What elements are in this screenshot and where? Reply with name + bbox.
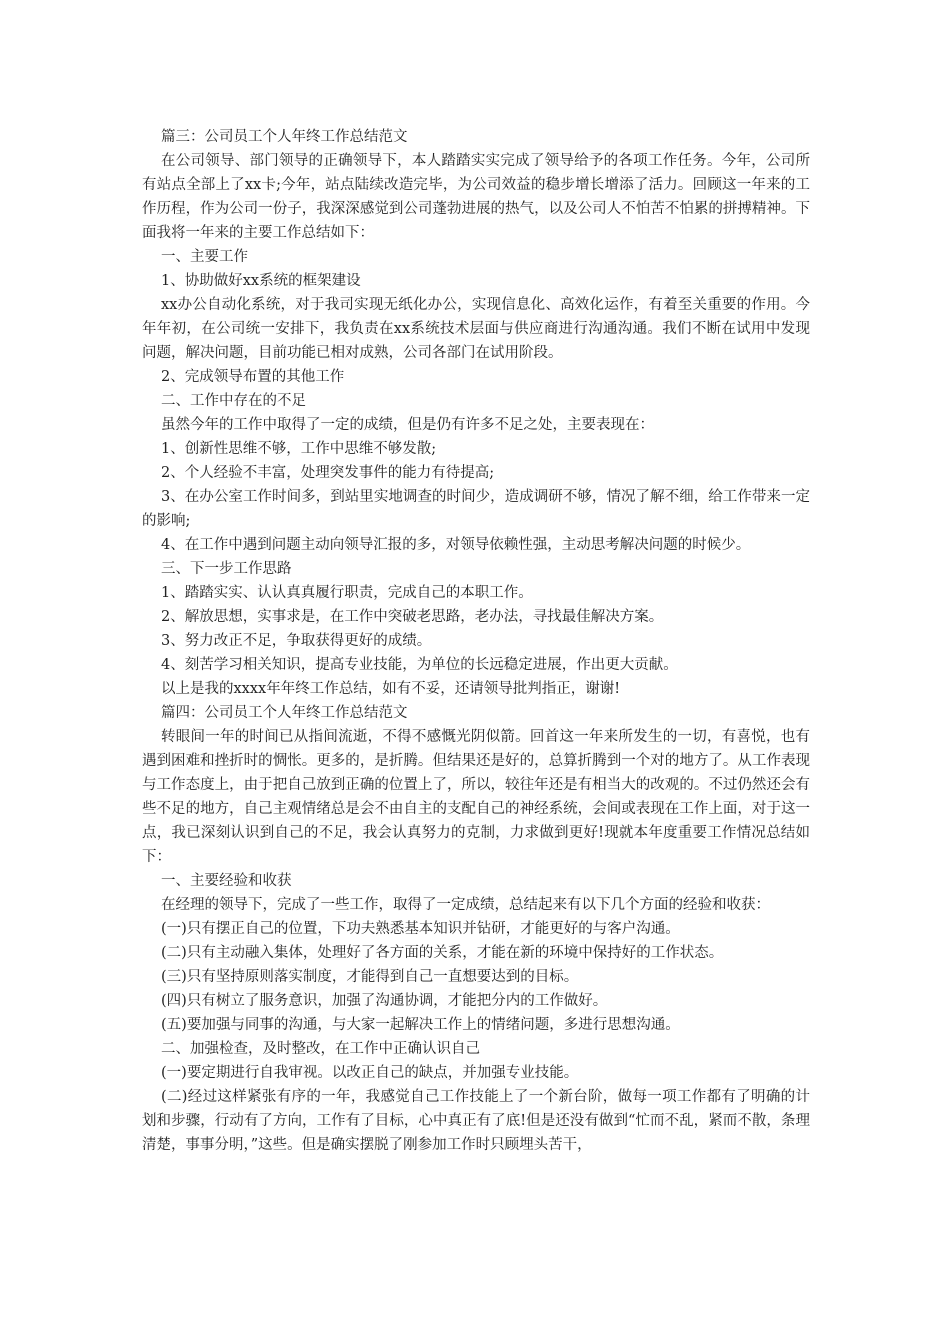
document-paragraph: (三)只有坚持原则落实制度，才能得到自己一直想要达到的目标。 — [161, 969, 579, 985]
document-paragraph: xx办公自动化系统，对于我司实现无纸化办公，实现信息化、高效化运作，有着至关重要的作用。今年年初，在公司统一安排下，我负责在xx系统技术层面与供应商进行沟通沟通。我们不断在试用中发现问题，解决问题，目前功能已相对成熟，公司各部门在试用阶段。 — [142, 297, 810, 361]
document-paragraph: 篇三：公司员工个人年终工作总结范文 — [161, 129, 408, 145]
document-paragraph: 在公司领导、部门领导的正确领导下，本人踏踏实实完成了领导给予的各项工作任务。今年，公司所有站点全部上了xx卡;今年，站点陆续改造完毕，为公司效益的稳步增长增添了活力。回顾这一年来的工作历程，作为公司一份子，我深深感觉到公司蓬勃进展的热气，以及公司人不怕苦不怕累的拼搏精神。下面我将一年来的主要工作总结如下： — [142, 153, 810, 241]
document-paragraph: 一、主要工作 — [161, 249, 248, 265]
document-paragraph: 1、协助做好xx系统的框架建设 — [161, 273, 361, 289]
document-paragraph: 3、在办公室工作时间多，到站里实地调查的时间少，造成调研不够，情况了解不细，给工作带来一定的影响; — [142, 489, 810, 529]
document-paragraph: 二、加强检查，及时整改，在工作中正确认识自己 — [161, 1041, 480, 1057]
document-paragraph: (一)要定期进行自我审视。以改正自己的缺点，并加强专业技能。 — [161, 1065, 579, 1081]
document-paragraph: 2、个人经验不丰富，处理突发事件的能力有待提高; — [161, 465, 495, 481]
document-paragraph: (四)只有树立了服务意识，加强了沟通协调，才能把分内的工作做好。 — [161, 993, 608, 1009]
document-paragraph: 三、下一步工作思路 — [161, 561, 292, 577]
document-paragraph: 以上是我的xxxx年年终工作总结，如有不妥，还请领导批判指正，谢谢! — [161, 681, 621, 697]
document-paragraph: 篇四：公司员工个人年终工作总结范文 — [161, 705, 408, 721]
document-paragraph: 4、刻苦学习相关知识，提高专业技能，为单位的长远稳定进展，作出更大贡献。 — [161, 657, 678, 673]
document-paragraph: 1、创新性思维不够，工作中思维不够发散; — [161, 441, 437, 457]
document-paragraph: 3、努力改正不足，争取获得更好的成绩。 — [161, 633, 432, 649]
document-paragraph: (二)经过这样紧张有序的一年，我感觉自己工作技能上了一个新台阶，做每一项工作都有了明确的计划和步骤，行动有了方向，工作有了目标，心中真正有了底!但是还没有做到“忙而不乱，紧而不散，条理清楚，事事分明，”这些。但是确实摆脱了刚参加工作时只顾埋头苦干， — [142, 1089, 810, 1153]
document-paragraph: (五)要加强与同事的沟通，与大家一起解决工作上的情绪问题，多进行思想沟通。 — [161, 1017, 680, 1033]
document-paragraph: 2、完成领导布置的其他工作 — [161, 369, 345, 385]
document-paragraph: 虽然今年的工作中取得了一定的成绩，但是仍有许多不足之处，主要表现在： — [161, 417, 654, 433]
document-paragraph: 1、踏踏实实、认认真真履行职责，完成自己的本职工作。 — [161, 585, 533, 601]
document-paragraph: (一)只有摆正自己的位置，下功夫熟悉基本知识并钻研，才能更好的与客户沟通。 — [161, 921, 680, 937]
document-paragraph: 在经理的领导下，完成了一些工作，取得了一定成绩，总结起来有以下几个方面的经验和收获： — [161, 897, 770, 913]
document-paragraph: 二、工作中存在的不足 — [161, 393, 306, 409]
document-paragraph: (二)只有主动融入集体，处理好了各方面的关系，才能在新的环境中保持好的工作状态。 — [161, 945, 724, 961]
document-paragraph: 一、主要经验和收获 — [161, 873, 292, 889]
document-paragraph: 转眼间一年的时间已从指间流逝，不得不感慨光阴似箭。回首这一年来所发生的一切，有喜悦，也有遇到困难和挫折时的惆怅。更多的，是折腾。但结果还是好的，总算折腾到一个对的地方了。从工作表现与工作态度上，由于把自己放到正确的位置上了，所以，较往年还是有相当大的改观的。不过仍然还会有些不足的地方，自己主观情绪总是会不由自主的支配自己的神经系统，会间或表现在工作上面，对于这一点，我已深刻认识到自己的不足，我会认真努力的克制，力求做到更好!现就本年度重要工作情况总结如下： — [142, 729, 810, 865]
document-body — [142, 125, 810, 1157]
document-paragraph: 2、解放思想，实事求是，在工作中突破老思路，老办法，寻找最佳解决方案。 — [161, 609, 664, 625]
document-paragraph: 4、在工作中遇到问题主动向领导汇报的多，对领导依赖性强，主动思考解决问题的时候少。 — [161, 537, 751, 553]
